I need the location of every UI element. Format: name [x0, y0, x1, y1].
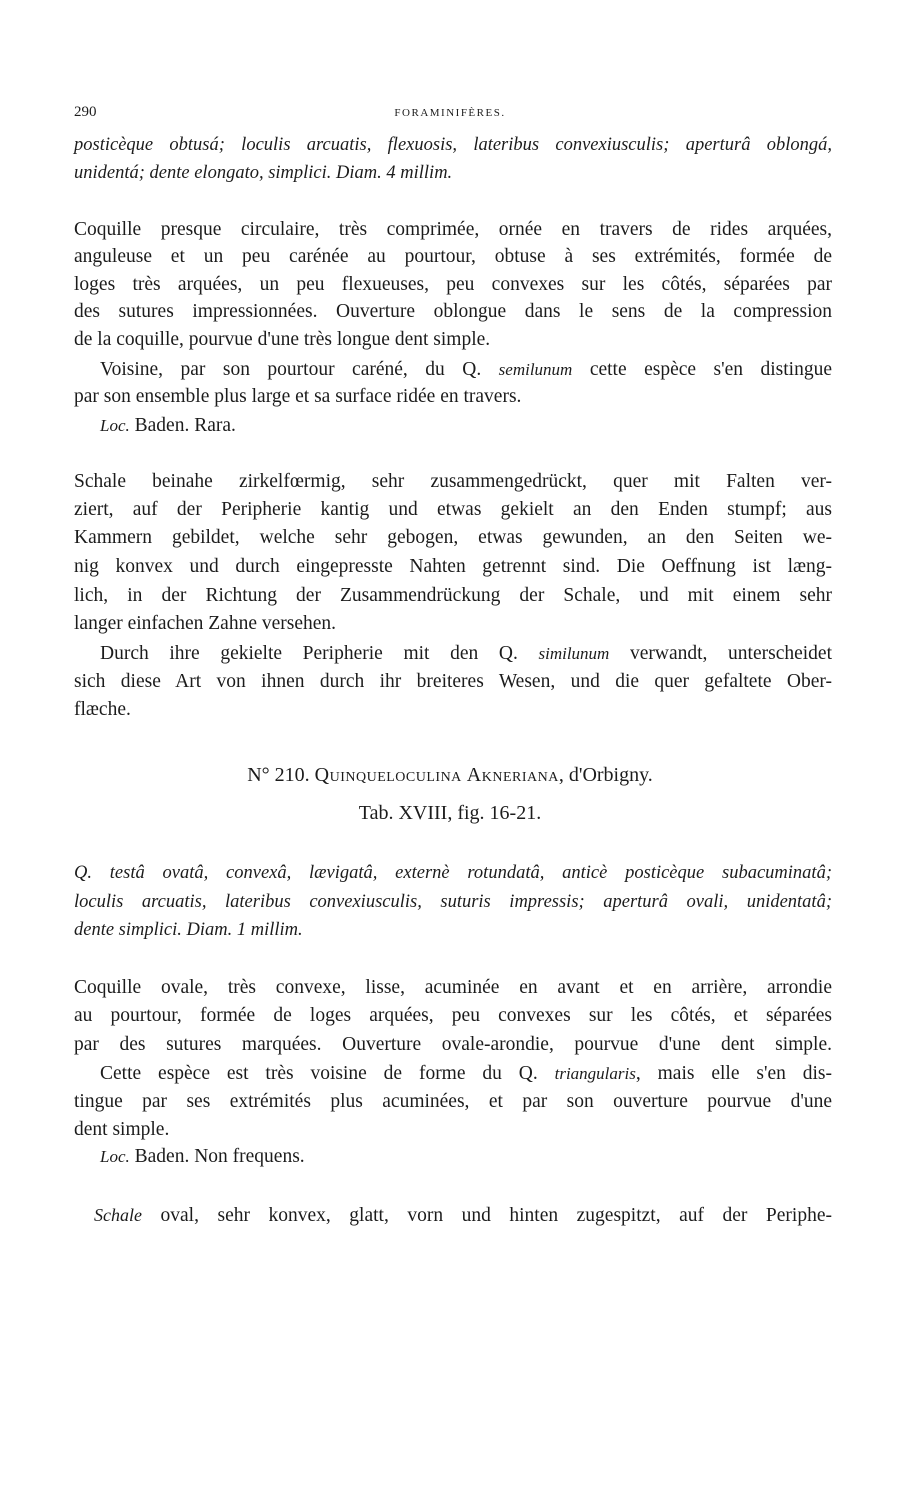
comparison-post: verwandt, unterscheidet: [609, 643, 833, 664]
french-line: tingue par ses extrémités plus acuminées, et par son ouverture pourvue d'une: [74, 1091, 832, 1112]
species-author: , d'Orbigny.: [558, 764, 653, 786]
french-line: anguleuse et un peu carénée au pourtour, obtuse à ses extrémités, formée de: [74, 246, 832, 267]
german-line: langer einfachen Zahne versehen.: [74, 613, 337, 634]
locality-label: Loc.: [100, 416, 130, 435]
french-line: au pourtour, formée de loges arquées, peu convexes sur les côtés, et séparées: [74, 1005, 832, 1026]
latin-line: Q. testâ ovatâ, convexâ, lævigatâ, externè rotundatâ, anticè posticèque subacuminatâ;: [74, 863, 832, 883]
locality-line: [100, 1143, 858, 1170]
latin-line: dente simplici. Diam. 1 millim.: [74, 920, 303, 940]
french-comparison: [100, 356, 832, 383]
german-comparison: [100, 640, 832, 667]
german-line: ziert, auf der Peripherie kantig und etwas gekielt an den Enden stumpf; aus: [74, 499, 832, 520]
german-line: flæche.: [74, 699, 131, 720]
schale-label: Schale: [94, 1205, 142, 1225]
german-line: sich diese Art von ihnen durch ihr breiteres Wesen, und die quer gefaltete Ober-: [74, 671, 832, 692]
comparison-pre: Durch ihre gekielte Peripherie mit den Q.: [100, 643, 539, 664]
german-line: Kammern gebildet, welche sehr gebogen, etwas gewunden, an den Seiten we-: [74, 527, 832, 548]
latin-line: loculis arcuatis, lateribus convexiusculis, suturis impressis; aperturâ ovali, unidentatâ;: [74, 892, 832, 912]
comparison-pre: Cette espèce est très voisine de forme du Q.: [100, 1063, 555, 1084]
species-name: similunum: [538, 644, 610, 663]
species-number: N° 210.: [247, 764, 310, 786]
french-line: de la coquille, pourvue d'une très longue dent simple.: [74, 329, 491, 350]
comparison-post: cette espèce s'en distingue: [572, 359, 832, 380]
german-line-text: oval, sehr konvex, glatt, vorn und hinten zugespitzt, auf der Periphe-: [141, 1205, 832, 1226]
locality-label: Loc.: [100, 1147, 130, 1166]
french-line: par son ensemble plus large et sa surface ridée en travers.: [74, 386, 522, 407]
french-line: des sutures impressionnées. Ouverture oblongue dans le sens de la compression: [74, 301, 832, 322]
french-line: Coquille ovale, très convexe, lisse, acuminée en avant et en arrière, arrondie: [74, 977, 832, 998]
page-number: 290: [74, 104, 97, 120]
german-line: lich, in der Richtung der Zusammendrückung der Schale, und mit einem sehr: [74, 585, 832, 606]
plate-reference: Tab. XVIII, fig. 16-21.: [358, 802, 542, 824]
german-line: nig konvex und durch eingepresste Nahten getrennt sind. Die Oeffnung ist læng-: [74, 556, 832, 577]
comparison-pre: Voisine, par son pourtour caréné, du Q.: [100, 359, 499, 380]
latin-line: posticèque obtusá; loculis arcuatis, flexuosis, lateribus convexiusculis; aperturâ oblongá,: [74, 135, 832, 155]
locality-text: Baden. Rara.: [129, 415, 236, 436]
locality-text: Baden. Non frequens.: [129, 1146, 305, 1167]
french-line: par des sutures marquées. Ouverture ovale-arondie, pourvue d'une dent simple.: [74, 1034, 832, 1055]
latin-line: unidentá; dente elongato, simplici. Diam. 4 millim.: [74, 163, 453, 183]
french-line: dent simple.: [74, 1119, 170, 1140]
german-line: [94, 1202, 832, 1229]
french-line: Coquille presque circulaire, très comprimée, ornée en travers de rides arquées,: [74, 219, 832, 240]
french-line: loges très arquées, un peu flexueuses, peu convexes sur les côtés, séparées par: [74, 274, 832, 295]
species-heading: [0, 764, 900, 787]
species-name: triangularis: [554, 1064, 636, 1083]
genus-name: Quinqueloculina: [314, 764, 462, 786]
species-name: semilunum: [498, 360, 573, 379]
german-line-text: Schale beinahe zirkelfœrmig, sehr zusammengedrückt, quer mit Falten ver-: [74, 471, 832, 492]
german-line: [74, 468, 832, 495]
french-comparison: [100, 1060, 832, 1087]
species-epithet: Akneriana: [466, 764, 559, 786]
comparison-post: , mais elle s'en dis-: [635, 1063, 832, 1084]
locality-line: [100, 412, 858, 439]
running-title: FORAMINIFÈRES.: [394, 107, 506, 119]
